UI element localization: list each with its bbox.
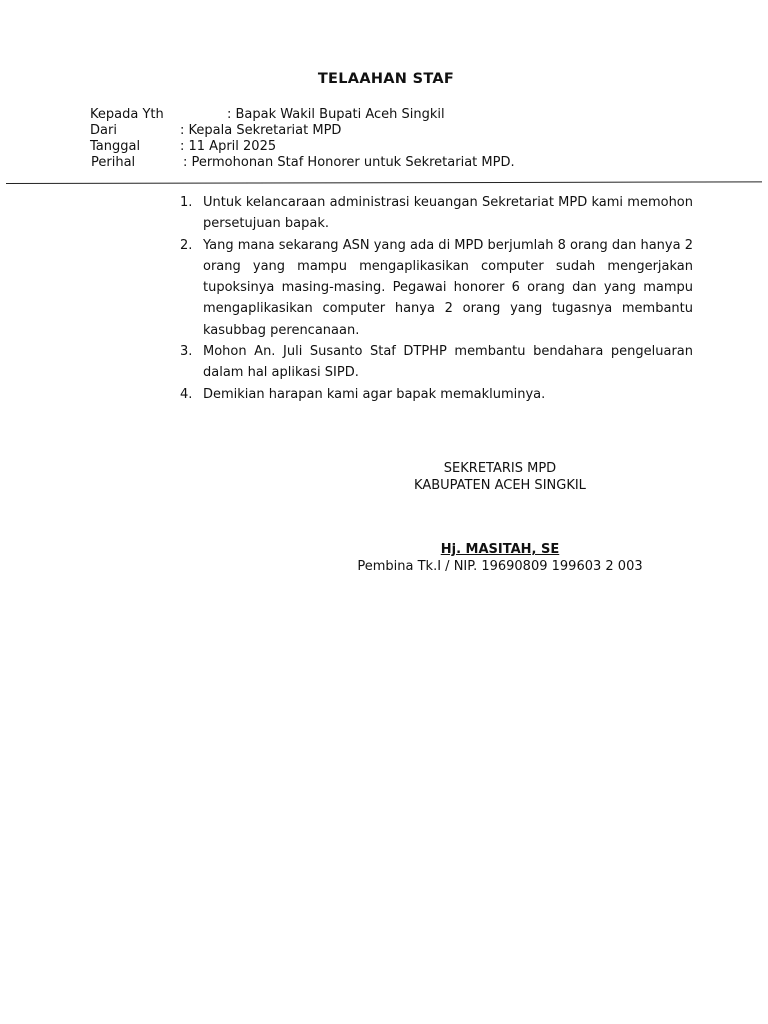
item-text: Untuk kelancaraan administrasi keuangan Sekretariat MPD kami memohon persetujuan bapak. (203, 195, 693, 232)
item-number: 4. (180, 386, 193, 402)
list-item (180, 192, 693, 235)
document-title: TELAAHAN STAF (317, 71, 455, 87)
list-item (180, 235, 693, 341)
item-text: Demikian harapan kami agar bapak memakluminya. (203, 386, 546, 402)
header-label-kepada: Kepada Yth (90, 107, 164, 122)
item-text: Mohon An. Juli Susanto Staf DTPHP membantu bendahara pengeluaran dalam hal aplikasi SIPD. (203, 344, 693, 381)
item-number: 2. (180, 237, 193, 253)
header-label-perihal: Perihal (91, 155, 136, 170)
signature-position-line1: SEKRETARIS MPD (443, 461, 557, 476)
header-label-tanggal: Tanggal (90, 139, 141, 154)
signature-rank-nip: Pembina Tk.I / NIP. 19690809 199603 2 003 (357, 559, 643, 574)
list-item (180, 341, 693, 384)
horizontal-rule (6, 181, 762, 184)
header-value-perihal: : Permohonan Staf Honorer untuk Sekretariat MPD. (183, 155, 515, 170)
header-value-kepada: : Bapak Wakil Bupati Aceh Singkil (227, 107, 445, 122)
item-text: Yang mana sekarang ASN yang ada di MPD berjumlah 8 orang dan hanya 2 orang yang mampu mengaplikasikan computer sudah mengerjakan tupoksinya masing-masing. Pegawai honorer 6 orang dan yang mampu mengaplikasikan computer hanya 2 orang yang tugasnya membantu kasubbag perencanaan. (203, 237, 693, 338)
list-item (180, 384, 693, 405)
signature-name: Hj. MASITAH, SE (440, 542, 560, 557)
item-number: 1. (180, 195, 193, 210)
header-value-dari: : Kepala Sekretariat MPD (180, 123, 342, 138)
item-number: 3. (180, 344, 193, 360)
header-label-dari: Dari (90, 123, 117, 138)
signature-position-line2: KABUPATEN ACEH SINGKIL (414, 478, 586, 493)
body-list (180, 192, 693, 405)
header-value-tanggal: : 11 April 2025 (180, 139, 277, 154)
